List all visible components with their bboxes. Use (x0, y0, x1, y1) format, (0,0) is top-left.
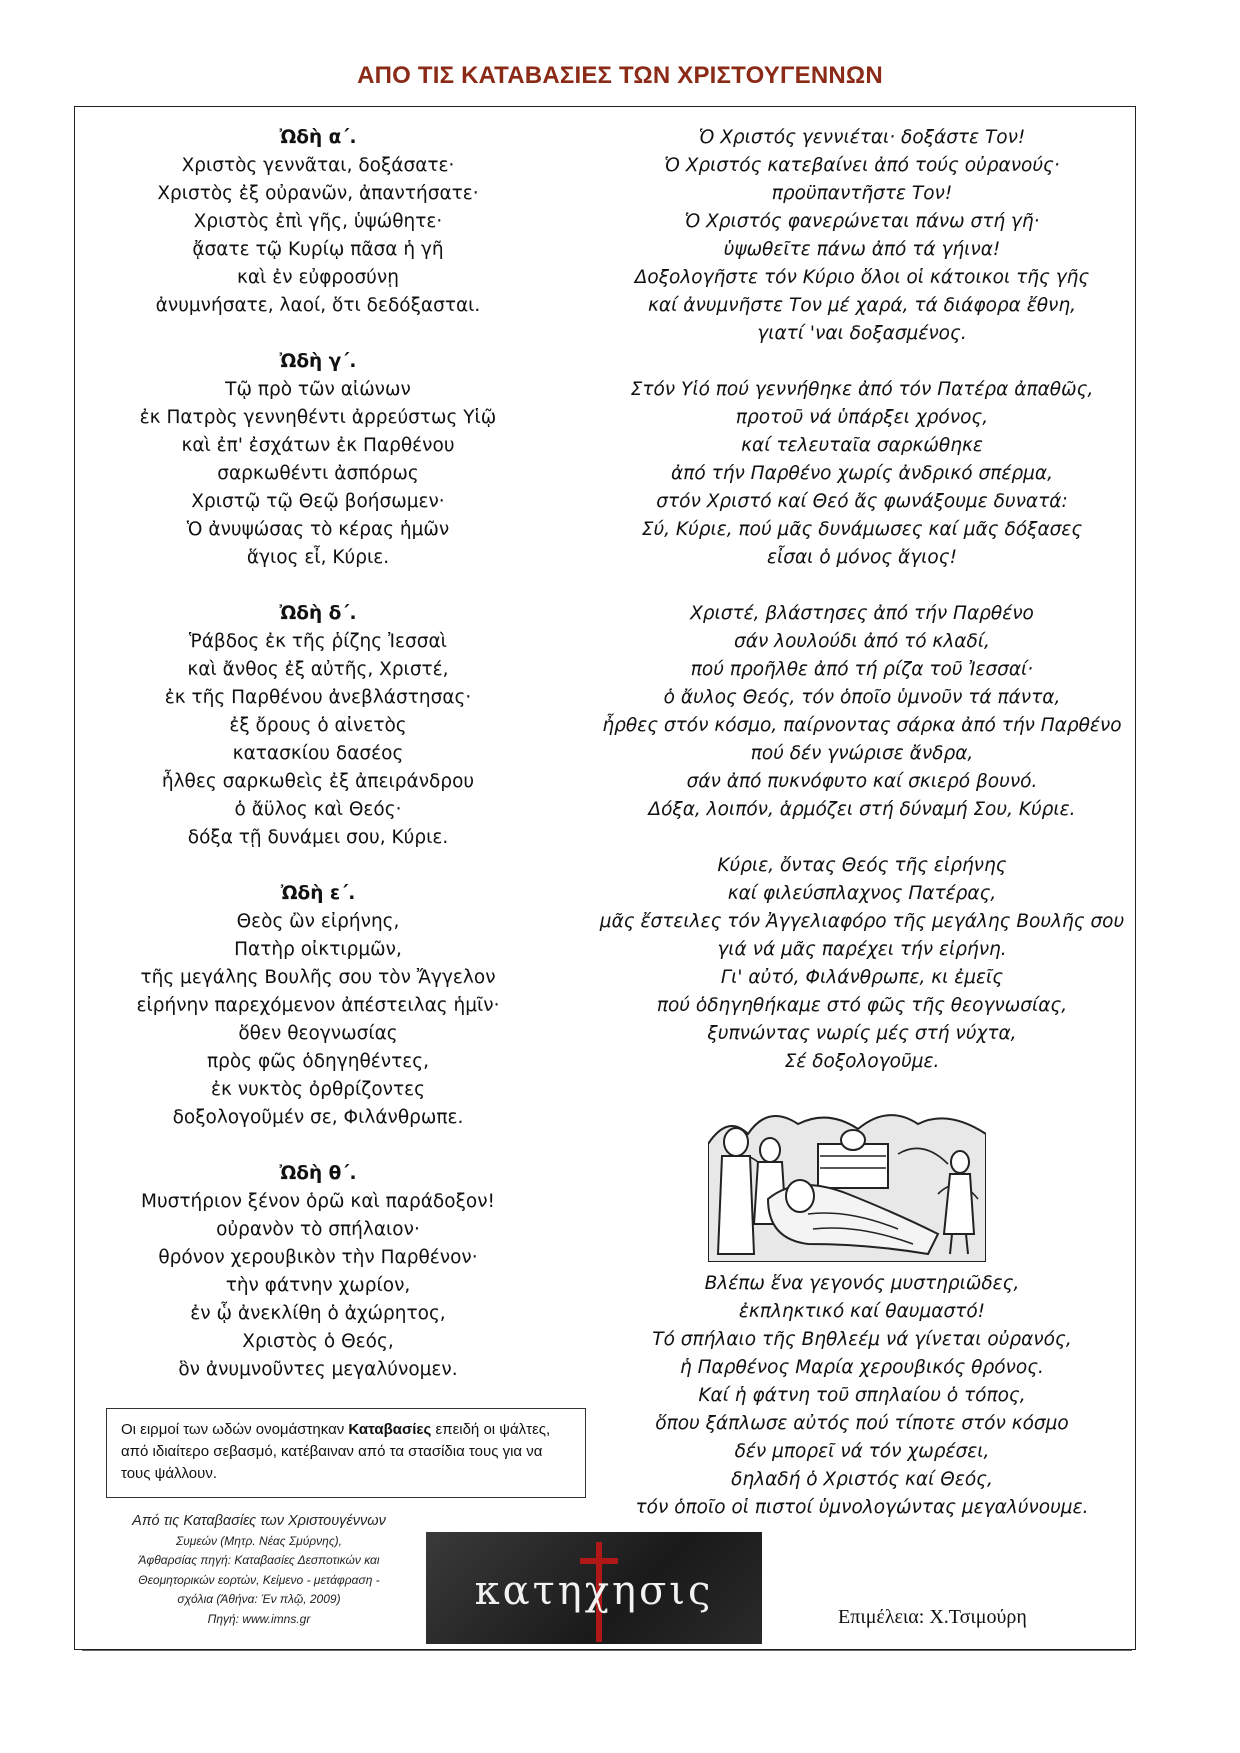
translation-ode-3 (592, 376, 1132, 572)
translation-line: Ὁ Χριστός γεννιέται· δοξάστε Τον! (698, 127, 1026, 148)
ode-line: Χριστῷ τῷ Θεῷ βοήσωμεν· (191, 491, 445, 512)
ode-line: Θεὸς ὢν εἰρήνης, (236, 911, 400, 932)
translation-column (592, 124, 1132, 1076)
note-bold-term: Καταβασίες (348, 1421, 432, 1438)
translation-line: καί ἀνυμνῆστε Τον μέ χαρά, τά διάφορα ἔθνη, (648, 295, 1076, 316)
ode-line: σαρκωθέντι ἀσπόρως (217, 463, 419, 484)
ode-line: Χριστὸς ἐπὶ γῆς, ὑψώθητε· (193, 211, 443, 232)
ode-line: καὶ ἐν εὐφροσύνῃ (237, 267, 399, 288)
translation-line: Σύ, Κύριε, πού μᾶς δυνάμωσες καί μᾶς δόξασες (641, 519, 1083, 540)
source-line: Από τις Καταβασίες των Χριστουγέννων (132, 1513, 386, 1529)
ode-heading: Ὠδὴ θ΄. (279, 1163, 357, 1184)
translation-line: ὅπου ξάπλωσε αὐτός πού τίποτε στόν κόσμο (655, 1413, 1069, 1434)
note-text: επειδή οι ψάλτες, από ιδιαίτερο σεβασμό, κατέβαιναν από τα στασίδια τους για να τους ψάλλουν. (121, 1421, 551, 1482)
translation-line: ὁ ἄυλος Θεός, τόν ὁποῖο ὑμνοῦν τά πάντα, (663, 687, 1061, 708)
katichisis-logo (426, 1532, 762, 1644)
ode-4 (88, 600, 548, 852)
translation-line: μᾶς ἔστειλες τόν Ἀγγελιαφόρο τῆς μεγάλης Βουλῆς σου (599, 911, 1125, 932)
original-text-column (88, 124, 548, 1412)
ode-line: ὁ ἄϋλος καὶ Θεός· (234, 799, 402, 820)
ode-line: Χριστὸς ὁ Θεός, (242, 1331, 394, 1352)
translation-ode-5 (592, 852, 1132, 1076)
translation-line: Σέ δοξολογοῦμε. (784, 1051, 940, 1072)
translation-line: προτοῦ νά ὑπάρξει χρόνος, (735, 407, 989, 428)
ode-line: θρόνον χερουβικὸν τὴν Παρθένον· (158, 1247, 478, 1268)
translation-line: Γι' αὐτό, Φιλάνθρωπε, κι ἐμεῖς (720, 967, 1004, 988)
ode-line: ἐκ τῆς Παρθένου ἀνεβλάστησας· (164, 687, 472, 708)
ode-line: Ὁ ἀνυψώσας τὸ κέρας ἡμῶν (186, 519, 450, 540)
ode-line: ὃν ἀνυμνοῦντες μεγαλύνομεν. (178, 1359, 458, 1380)
translation-line: γιά νά μᾶς παρέχει τήν εἰρήνη. (717, 939, 1007, 960)
ode-line: κατασκίου δασέος (232, 743, 404, 764)
ode-line: ἦλθες σαρκωθεὶς ἐξ ἀπειράνδρου (161, 771, 475, 792)
translation-line: Βλέπω ἕνα γεγονός μυστηριῶδες, (704, 1273, 1020, 1294)
translation-line: δηλαδή ὁ Χριστός καί Θεός, (731, 1469, 993, 1490)
translation-line: εἶσαι ὁ μόνος ἅγιος! (767, 547, 957, 568)
translation-line: ξυπνώντας νωρίς μές στή νύχτα, (707, 1023, 1017, 1044)
ode-line: ἅγιος εἶ, Κύριε. (246, 547, 390, 568)
translation-ode-1 (592, 124, 1132, 348)
translation-line: Κύριε, ὄντας Θεός τῆς εἰρήνης (717, 855, 1007, 876)
translation-line: Στόν Υἱό πού γεννήθηκε ἀπό τόν Πατέρα ἀπαθῶς, (630, 379, 1094, 400)
translation-line: Ὁ Χριστός κατεβαίνει ἀπό τούς οὐρανούς· (664, 155, 1060, 176)
ode-line: πρὸς φῶς ὁδηγηθέντες, (207, 1051, 429, 1072)
translation-line: Τό σπήλαιο τῆς Βηθλεέμ νά γίνεται οὐρανός, (652, 1329, 1072, 1350)
translation-line: ἡ Παρθένος Μαρία χερουβικός θρόνος. (680, 1357, 1044, 1378)
ode-line: Μυστήριον ξένον ὁρῶ καὶ παράδοξον! (141, 1191, 495, 1212)
ode-heading: Ὠδὴ δ΄. (279, 603, 357, 624)
translation-line: ἐκπληκτικό καί θαυμαστό! (738, 1301, 986, 1322)
ode-line: οὐρανὸν τὸ σπήλαιον· (216, 1219, 420, 1240)
ode-line: τὴν φάτνην χωρίον, (225, 1275, 411, 1296)
page-title: ΑΠΟ ΤΙΣ ΚΑΤΑΒΑΣΙΕΣ ΤΩΝ ΧΡΙΣΤΟΥΓΕΝΝΩΝ (357, 62, 883, 89)
ode-line: δοξολογοῦμέν σε, Φιλάνθρωπε. (172, 1107, 464, 1128)
source-line: Άφθαρσίας πηγή: Καταβασίες Δεσποτικών και (138, 1553, 380, 1567)
ode-heading: Ὠδὴ α΄. (279, 127, 357, 148)
ode-line: ἐξ ὄρους ὁ αἰνετὸς (229, 715, 407, 736)
translation-line: καί τελευταῖα σαρκώθηκε (741, 435, 983, 456)
translation-line: ὑψωθεῖτε πάνω ἀπό τά γήινα! (723, 239, 1001, 260)
source-line: Θεομητορικών εορτών, Κείμενο - μετάφραση - (138, 1572, 380, 1587)
ode-line: ἐκ Πατρὸς γεννηθέντι ἀρρεύστως Υἱῷ (139, 407, 497, 428)
ode-line: Χριστὸς ἐξ οὐρανῶν, ἀπαντήσατε· (157, 183, 479, 204)
note-text: Οι ειρμοί των ωδών ονομάστηκαν (121, 1421, 349, 1438)
nativity-icon (708, 1104, 986, 1262)
logo-text: κατηχησις (474, 1568, 714, 1614)
translation-line: Δόξα, λοιπόν, ἁρμόζει στή δύναμή Σου, Κύριε. (648, 799, 1076, 820)
translation-line: καί φιλεύσπλαχνος Πατέρας, (727, 883, 997, 904)
source-url: Πηγή: www.imns.gr (207, 1611, 311, 1626)
ode-line: καὶ ἄνθος ἐξ αὐτῆς, Χριστέ, (187, 659, 449, 680)
editor-credit: Επιμέλεια: Χ.Τσιμούρη (838, 1606, 1027, 1628)
source-citation (94, 1512, 424, 1629)
translation-line: Ὁ Χριστός φανερώνεται πάνω στή γῆ· (684, 211, 1040, 232)
translation-line: Χριστέ, βλάστησες ἀπό τήν Παρθένο (690, 603, 1034, 624)
ode-1 (88, 124, 548, 320)
translation-line: ἀπό τήν Παρθένο χωρίς ἀνδρικό σπέρμα, (671, 463, 1053, 484)
ode-line: Πατὴρ οἰκτιρμῶν, (234, 939, 402, 960)
ode-line: ἐν ᾧ ἀνεκλίθη ὁ ἀχώρητος, (190, 1303, 446, 1324)
ode-line: ᾄσατε τῷ Κυρίῳ πᾶσα ἡ γῆ (192, 239, 444, 260)
ode-heading: Ὠδὴ γ΄. (279, 351, 357, 372)
translation-line: δέν μπορεῖ νά τόν χωρέσει, (734, 1441, 990, 1462)
ode-line: δόξα τῇ δυνάμει σου, Κύριε. (187, 827, 449, 848)
translation-line: γιατί 'ναι δοξασμένος. (757, 323, 967, 344)
ode-line: ἀνυμνήσατε, λαοί, ὅτι δεδόξασται. (155, 295, 481, 316)
translation-line: σάν ἀπό πυκνόφυτο καί σκιερό βουνό. (686, 771, 1038, 792)
translation-line: ἦρθες στόν κόσμο, παίρνοντας σάρκα ἀπό τήν Παρθένο (602, 715, 1122, 736)
translation-ode-4 (592, 600, 1132, 824)
translation-line: πού δέν γνώρισε ἄνδρα, (750, 743, 974, 764)
bottom-divider (82, 1650, 1132, 1651)
ode-5 (88, 880, 548, 1132)
ode-line: ἐκ νυκτὸς ὀρθρίζοντες (210, 1079, 425, 1100)
source-line: Συμεών (Μητρ. Νέας Σμύρνης), (175, 1533, 343, 1548)
translation-line: Καί ἡ φάτνη τοῦ σπηλαίου ὁ τόπος, (698, 1385, 1026, 1406)
translation-line: τόν ὁποῖο οἱ πιστοί ὑμνολογώντας μεγαλύνουμε. (635, 1497, 1089, 1518)
ode-line: ὅθεν θεογνωσίας (238, 1023, 398, 1044)
source-line: σχόλια (Άθήνα: Έν πλῷ, 2009) (177, 1592, 341, 1606)
translation-line: σάν λουλούδι ἀπό τό κλαδί, (734, 631, 990, 652)
translation-ode-9 (592, 1270, 1132, 1522)
translation-line: πού προῆλθε ἀπό τή ρίζα τοῦ Ἰεσσαί· (690, 659, 1034, 680)
ode-line: Χριστὸς γεννᾶται, δοξάσατε· (181, 155, 455, 176)
katavasies-note (106, 1408, 586, 1498)
ode-line: Ῥάβδος ἐκ τῆς ῥίζης Ἰεσσαὶ (189, 631, 447, 652)
translation-line: Δοξολογῆστε τόν Κύριο ὅλοι οἱ κάτοικοι τῆς γῆς (634, 267, 1090, 288)
ode-line: τῆς μεγάλης Βουλῆς σου τὸν Ἄγγελον (140, 967, 496, 988)
ode-line: Τῷ πρὸ τῶν αἰώνων (225, 379, 411, 400)
cross-icon-bar (580, 1558, 618, 1564)
translation-line: προϋπαντῆστε Τον! (771, 183, 953, 204)
ode-line: εἰρήνην παρεχόμενον ἀπέστειλας ἡμῖν· (136, 995, 500, 1016)
ode-line: καὶ ἐπ' ἐσχάτων ἐκ Παρθένου (181, 435, 455, 456)
ode-9 (88, 1160, 548, 1384)
translation-line: στόν Χριστό καί Θεό ἄς φωνάξουμε δυνατά: (656, 491, 1068, 512)
translation-line: πού ὁδηγηθήκαμε στό φῶς τῆς θεογνωσίας, (656, 995, 1068, 1016)
ode-heading: Ὠδὴ ε΄. (280, 883, 356, 904)
ode-3 (88, 348, 548, 572)
